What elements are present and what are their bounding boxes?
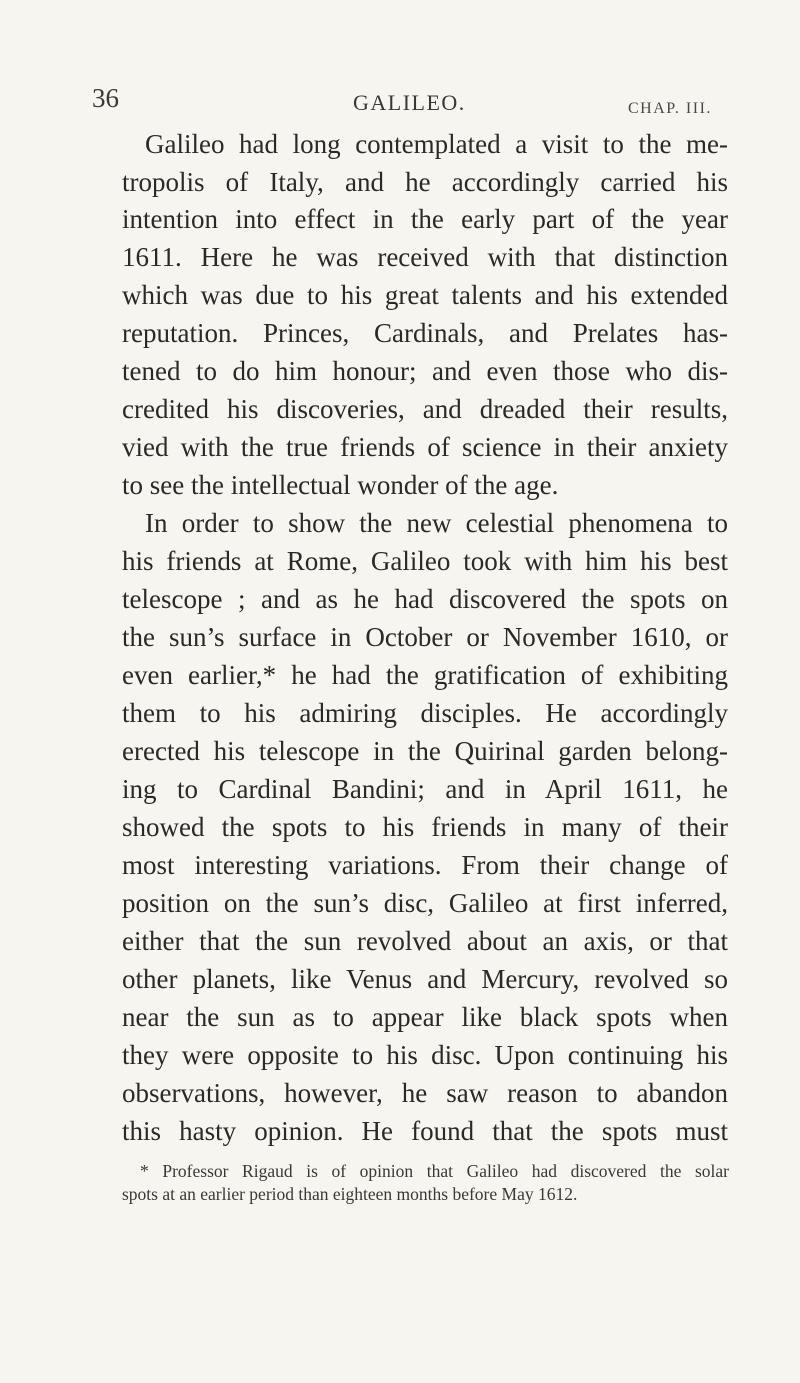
text-line: this hasty opinion. He found that the spots must: [122, 1116, 728, 1146]
text-line: credited his discoveries, and dreaded their results,: [122, 394, 728, 424]
footnote-line: spots at an earlier period than eighteen months before May 1612.: [122, 1184, 578, 1204]
text-line: the sun’s surface in October or November 1610, or: [122, 622, 728, 652]
text-line: position on the sun’s disc, Galileo at first inferred,: [122, 888, 728, 918]
text-line: they were opposite to his disc. Upon continuing his: [122, 1040, 728, 1070]
text-line: ing to Cardinal Bandini; and in April 1611, he: [122, 774, 728, 804]
text-line: most interesting variations. From their change of: [122, 850, 728, 880]
text-line: tened to do him honour; and even those who dis-: [122, 356, 728, 386]
text-line: which was due to his great talents and his extended: [122, 280, 728, 310]
page-number: 36: [92, 83, 119, 113]
text-line: observations, however, he saw reason to abandon: [122, 1078, 728, 1108]
text-line: his friends at Rome, Galileo took with him his best: [122, 546, 728, 576]
running-title: GALILEO.: [353, 90, 466, 115]
text-line: either that the sun revolved about an axis, or that: [122, 926, 728, 956]
text-line: vied with the true friends of science in their anxiety: [122, 432, 728, 462]
text-line: to see the intellectual wonder of the age.: [122, 470, 559, 500]
text-line: even earlier,* he had the gratification of exhibiting: [122, 660, 728, 690]
text-line: tropolis of Italy, and he accordingly carried his: [122, 167, 728, 197]
text-line: telescope ; and as he had discovered the spots on: [122, 584, 728, 614]
text-line: In order to show the new celestial phenomena to: [145, 508, 728, 538]
text-line: other planets, like Venus and Mercury, revolved so: [122, 964, 728, 994]
text-line: Galileo had long contemplated a visit to the me-: [145, 129, 728, 159]
text-line: them to his admiring disciples. He accordingly: [122, 698, 728, 728]
text-line: intention into effect in the early part of the year: [122, 204, 728, 234]
text-line: 1611. Here he was received with that distinction: [122, 242, 728, 272]
text-line: erected his telescope in the Quirinal garden belong-: [122, 736, 728, 766]
text-line: near the sun as to appear like black spots when: [122, 1002, 728, 1032]
footnote-line: * Professor Rigaud is of opinion that Galileo had discovered the solar: [140, 1161, 729, 1181]
text-line: reputation. Princes, Cardinals, and Prelates has-: [122, 318, 728, 348]
text-line: showed the spots to his friends in many of their: [122, 812, 728, 842]
chapter-heading: CHAP. III.: [628, 100, 712, 117]
